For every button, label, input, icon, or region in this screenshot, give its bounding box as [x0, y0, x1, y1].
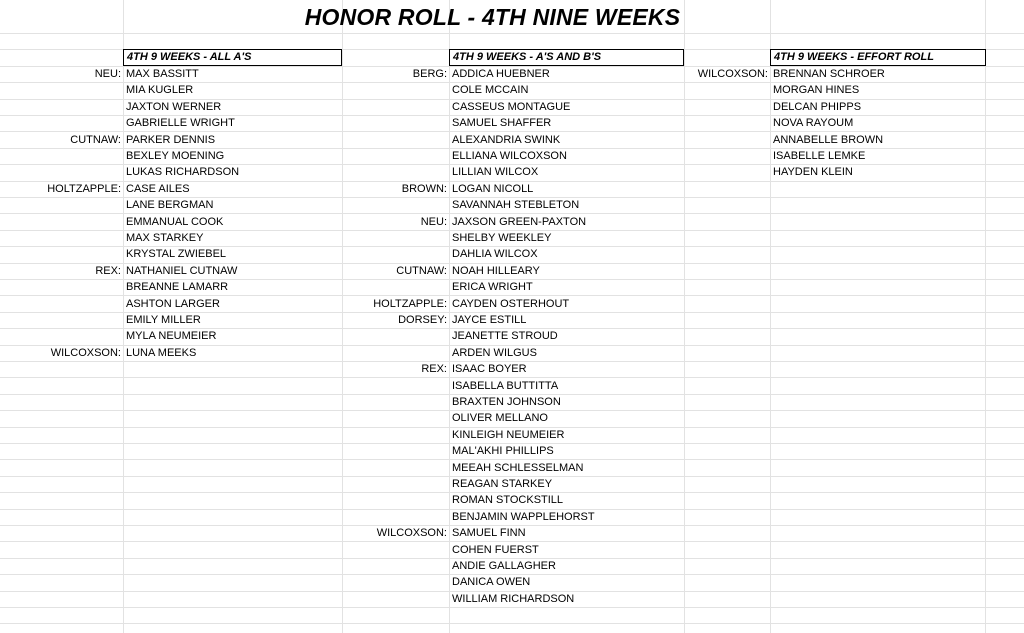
student-name: ELLIANA WILCOXSON — [452, 150, 567, 162]
student-name: ISABELLA BUTTITTA — [452, 379, 559, 392]
student-name: COHEN FUERST — [452, 543, 539, 556]
grid-column-line — [985, 0, 986, 633]
teacher-label: HOLTZAPPLE: — [47, 182, 121, 195]
student-name: JEANETTE STROUD — [452, 330, 558, 343]
student-name: ASHTON LARGER — [126, 297, 220, 310]
student-name: LUNA MEEKS — [126, 346, 197, 359]
student-name: CASE AILES — [126, 182, 190, 195]
student-name: PARKER DENNIS — [126, 133, 216, 146]
student-name: REAGAN STARKEY — [452, 478, 553, 490]
teacher-label: REX: — [95, 264, 121, 277]
column-header: 4TH 9 WEEKS - ALL A'S — [123, 49, 342, 66]
student-name: ISAAC BOYER — [452, 363, 527, 376]
grid-column-line — [770, 0, 771, 633]
student-name: WILLIAM RICHARDSON — [452, 592, 575, 605]
student-name: DANICA OWEN — [452, 576, 531, 589]
student-name: MORGAN HINES — [773, 84, 860, 97]
grid-column-line — [123, 0, 124, 633]
student-name: HAYDEN KLEIN — [773, 166, 853, 179]
student-name: DAHLIA WILCOX — [452, 248, 538, 261]
student-name: CASSEUS MONTAGUE — [452, 100, 571, 113]
student-name: BREANNE LAMARR — [126, 281, 229, 294]
student-name: OLIVER MELLANO — [452, 412, 548, 425]
teacher-label: CUTNAW: — [70, 133, 121, 146]
teacher-label: NEU: — [94, 68, 121, 80]
student-name: MAX STARKEY — [126, 232, 204, 244]
student-name: LANE BERGMAN — [126, 199, 214, 212]
student-name: SAMUEL SHAFFER — [452, 117, 552, 130]
student-name: LOGAN NICOLL — [452, 182, 534, 195]
teacher-label: NEU: — [420, 215, 447, 228]
teacher-label: DORSEY: — [398, 314, 447, 326]
student-name: ERICA WRIGHT — [452, 281, 533, 294]
teacher-label: WILCOXSON: — [697, 68, 768, 80]
grid-column-line — [449, 0, 450, 633]
student-name: EMILY MILLER — [126, 314, 201, 326]
student-name: ROMAN STOCKSTILL — [452, 494, 564, 507]
teacher-label: REX: — [421, 363, 447, 376]
student-name: JAYCE ESTILL — [452, 314, 527, 326]
grid-line — [0, 607, 1024, 608]
student-name: LILLIAN WILCOX — [452, 166, 539, 179]
student-name: CAYDEN OSTERHOUT — [452, 297, 570, 310]
grid-line — [0, 33, 1024, 34]
page-title: HONOR ROLL - 4TH NINE WEEKS — [304, 4, 681, 30]
student-name: EMMANUAL COOK — [126, 215, 224, 228]
student-name: DELCAN PHIPPS — [773, 100, 862, 113]
student-name: NATHANIEL CUTNAW — [126, 264, 238, 277]
student-name: MYLA NEUMEIER — [126, 330, 217, 343]
student-name: BENJAMIN WAPPLEHORST — [452, 510, 595, 523]
teacher-label: WILCOXSON: — [50, 346, 121, 359]
student-name: GABRIELLE WRIGHT — [126, 117, 235, 130]
teacher-label: CUTNAW: — [396, 264, 447, 277]
student-name: MEEAH SCHLESSELMAN — [452, 461, 584, 474]
student-name: SAVANNAH STEBLETON — [452, 199, 580, 212]
student-name: ANNABELLE BROWN — [773, 133, 884, 146]
student-name: SAMUEL FINN — [452, 527, 526, 540]
student-name: KINLEIGH NEUMEIER — [452, 428, 565, 441]
grid-line — [0, 623, 1024, 624]
student-name: ARDEN WILGUS — [452, 346, 537, 359]
teacher-label: HOLTZAPPLE: — [373, 297, 447, 310]
student-name: ALEXANDRIA SWINK — [452, 133, 561, 146]
student-name: KRYSTAL ZWIEBEL — [126, 248, 227, 261]
student-name: LUKAS RICHARDSON — [126, 166, 240, 179]
student-name: MAX BASSITT — [126, 68, 199, 80]
student-name: BRENNAN SCHROER — [773, 68, 885, 80]
student-name: SHELBY WEEKLEY — [452, 232, 552, 244]
student-name: BEXLEY MOENING — [126, 150, 225, 162]
teacher-label: BROWN: — [401, 182, 447, 195]
student-name: MIA KUGLER — [126, 84, 194, 97]
column-header: 4TH 9 WEEKS - EFFORT ROLL — [770, 49, 986, 66]
student-name: JAXSON GREEN-PAXTON — [452, 215, 587, 228]
column-header: 4TH 9 WEEKS - A'S AND B'S — [449, 49, 684, 66]
teacher-label: WILCOXSON: — [376, 527, 447, 540]
student-name: ANDIE GALLAGHER — [452, 560, 556, 572]
student-name: BRAXTEN JOHNSON — [452, 396, 561, 408]
student-name: JAXTON WERNER — [126, 100, 222, 113]
grid-column-line — [684, 0, 685, 633]
student-name: MAL'AKHI PHILLIPS — [452, 445, 554, 458]
student-name: ADDICA HUEBNER — [452, 68, 550, 80]
student-name: NOVA RAYOUM — [773, 117, 854, 130]
teacher-label: BERG: — [412, 68, 447, 80]
student-name: COLE MCCAIN — [452, 84, 529, 97]
student-name: ISABELLE LEMKE — [773, 150, 866, 162]
student-name: NOAH HILLEARY — [452, 264, 540, 277]
